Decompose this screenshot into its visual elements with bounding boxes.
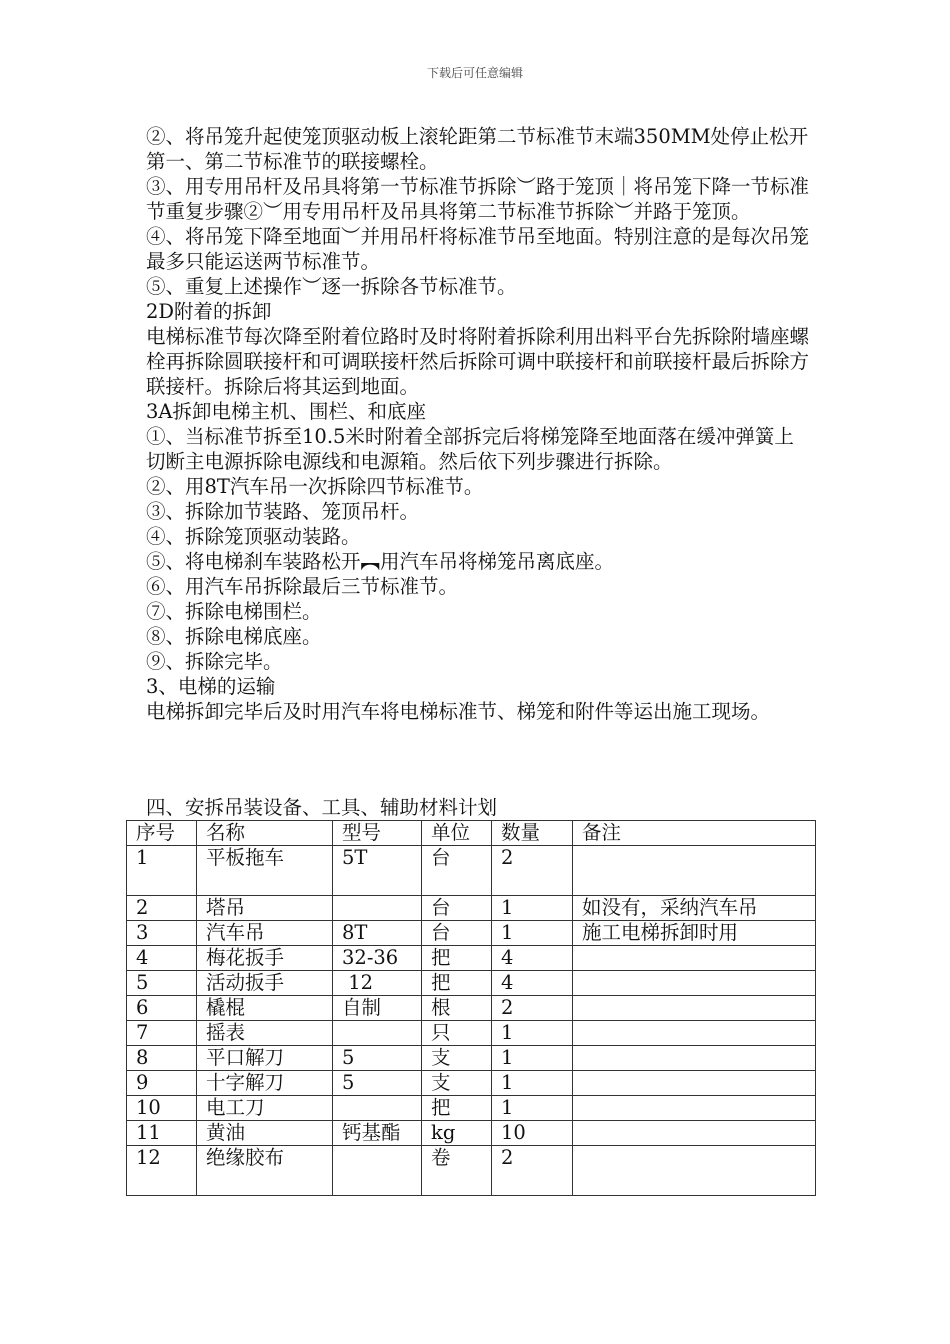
paragraph: ②、用8T汽车吊一次拆除四节标准节。	[146, 475, 484, 498]
table-cell	[333, 1096, 422, 1121]
table-row	[127, 996, 816, 1021]
table-cell	[573, 1021, 816, 1046]
body-text	[146, 124, 810, 724]
table-title: 四、安拆吊装设备、工具、辅助材料计划	[146, 796, 498, 819]
table-cell: 平口解刀	[197, 1046, 333, 1071]
table-cell: 2	[492, 996, 573, 1021]
table-cell: 9	[127, 1071, 197, 1096]
table-row	[127, 896, 816, 921]
table-cell: 平板拖车	[197, 846, 333, 896]
table-cell: 1	[492, 1021, 573, 1046]
column-header: 单位	[422, 821, 492, 846]
paragraph: ⑤、将电梯刹车装路松开︻用汽车吊将梯笼吊离底座。	[146, 550, 615, 573]
equipment-table	[126, 820, 816, 1196]
paragraph: 电梯拆卸完毕后及时用汽车将电梯标准节、梯笼和附件等运出施工现场。	[146, 700, 771, 723]
table-row	[127, 946, 816, 971]
table-cell: 5	[333, 1071, 422, 1096]
paragraph: ⑤、重复上述操作︶逐一拆除各节标准节。	[146, 275, 517, 298]
table-cell: 支	[422, 1046, 492, 1071]
table-cell: 摇表	[197, 1021, 333, 1046]
table-cell: 7	[127, 1021, 197, 1046]
paragraph: ③、拆除加节装路、笼顶吊杆。	[146, 500, 420, 523]
table-cell	[333, 1021, 422, 1046]
paragraph: ③、用专用吊杆及吊具将第一节标准节拆除︶路于笼顶｜将吊笼下降一节标准节重复步骤②︶用专用吊杆及吊具将第二节标准节拆除︶并路于笼顶。	[146, 175, 810, 223]
table-cell: 4	[127, 946, 197, 971]
table-cell	[573, 946, 816, 971]
paragraph: 电梯标准节每次降至附着位路时及时将附着拆除利用出料平台先拆除附墙座螺栓再拆除圆联接杆和可调联接杆然后拆除可调中联接杆和前联接杆最后拆除方联接杆。拆除后将其运到地面。	[146, 325, 810, 398]
paragraph: ④、将吊笼下降至地面︶并用吊杆将标准节吊至地面。特别注意的是每次吊笼最多只能运送两节标准节。	[146, 225, 810, 273]
table-cell: 电工刀	[197, 1096, 333, 1121]
column-header: 备注	[573, 821, 816, 846]
table-cell	[573, 846, 816, 896]
table-cell: 十字解刀	[197, 1071, 333, 1096]
table-cell: 卷	[422, 1146, 492, 1196]
table-cell: 1	[492, 1071, 573, 1096]
table-header-row	[127, 821, 816, 846]
table-cell: 把	[422, 946, 492, 971]
table-cell: 黄油	[197, 1121, 333, 1146]
table-cell: 5	[333, 1046, 422, 1071]
table-cell: 1	[492, 1046, 573, 1071]
column-header: 序号	[127, 821, 197, 846]
section-heading: 3A拆卸电梯主机、围栏、和底座	[146, 400, 426, 423]
table-cell	[573, 1046, 816, 1071]
table-cell: 3	[127, 921, 197, 946]
column-header: 名称	[197, 821, 333, 846]
table-cell	[573, 1096, 816, 1121]
table-cell: 自制	[333, 996, 422, 1021]
table-cell: 1	[492, 921, 573, 946]
table-cell: 1	[492, 896, 573, 921]
table-cell: 10	[492, 1121, 573, 1146]
table-cell: 2	[127, 896, 197, 921]
table-cell	[573, 1121, 816, 1146]
table-cell: 台	[422, 921, 492, 946]
table-cell: 活动扳手	[197, 971, 333, 996]
table-cell: kg	[422, 1121, 492, 1146]
table-cell	[573, 1071, 816, 1096]
paragraph: ⑨、拆除完毕。	[146, 650, 283, 673]
table-cell: 橇棍	[197, 996, 333, 1021]
table-cell: 5T	[333, 846, 422, 896]
table-cell: 把	[422, 971, 492, 996]
table-cell: 台	[422, 846, 492, 896]
paragraph: ④、拆除笼顶驱动装路。	[146, 525, 361, 548]
table-row	[127, 1096, 816, 1121]
column-header: 数量	[492, 821, 573, 846]
table-cell: 支	[422, 1071, 492, 1096]
table-row	[127, 1146, 816, 1196]
table-cell: 5	[127, 971, 197, 996]
paragraph: ⑦、拆除电梯围栏。	[146, 600, 322, 623]
table-cell: 施工电梯拆卸时用	[573, 921, 816, 946]
table-cell: 2	[492, 1146, 573, 1196]
table-cell	[333, 896, 422, 921]
table-cell: 6	[127, 996, 197, 1021]
paragraph: ⑥、用汽车吊拆除最后三节标准节。	[146, 575, 459, 598]
table-row	[127, 846, 816, 896]
table-cell: 10	[127, 1096, 197, 1121]
table-cell: 1	[492, 1096, 573, 1121]
table-cell: 钙基酯	[333, 1121, 422, 1146]
section-heading: 2D附着的拆卸	[146, 300, 272, 323]
table-row	[127, 1071, 816, 1096]
table-cell	[573, 1146, 816, 1196]
table-row	[127, 1021, 816, 1046]
table-cell: 如没有，采纳汽车吊	[573, 896, 816, 921]
table-cell	[573, 996, 816, 1021]
table-cell: 32-36	[333, 946, 422, 971]
table-cell: 梅花扳手	[197, 946, 333, 971]
table-cell: 8	[127, 1046, 197, 1071]
paragraph: ①、当标准节拆至10.5米时附着全部拆完后将梯笼降至地面落在缓冲弹簧上切断主电源拆除电源线和电源箱。然后依下列步骤进行拆除。	[146, 425, 794, 473]
table-row	[127, 971, 816, 996]
table-cell: 塔吊	[197, 896, 333, 921]
section-heading: 3、电梯的运输	[146, 675, 276, 698]
table-cell: 把	[422, 1096, 492, 1121]
paragraph: ⑧、拆除电梯底座。	[146, 625, 322, 648]
table-cell: 11	[127, 1121, 197, 1146]
table-cell: 只	[422, 1021, 492, 1046]
table-row	[127, 1046, 816, 1071]
column-header: 型号	[333, 821, 422, 846]
table-cell: 2	[492, 846, 573, 896]
table-cell	[333, 1146, 422, 1196]
table-cell: 12	[333, 971, 422, 996]
table-cell: 绝缘胶布	[197, 1146, 333, 1196]
table-cell	[573, 971, 816, 996]
table-cell: 根	[422, 996, 492, 1021]
table-row	[127, 1121, 816, 1146]
table-row	[127, 921, 816, 946]
table-cell: 12	[127, 1146, 197, 1196]
table-cell: 1	[127, 846, 197, 896]
table-cell: 台	[422, 896, 492, 921]
page-header: 下载后可任意编辑	[426, 66, 523, 80]
paragraph: ②、将吊笼升起使笼顶驱动板上滚轮距第二节标准节末端350MM处停止松开第一、第二节标准节的联接螺栓。	[146, 125, 809, 173]
table-cell: 4	[492, 946, 573, 971]
table-cell: 8T	[333, 921, 422, 946]
table-cell: 汽车吊	[197, 921, 333, 946]
table-cell: 4	[492, 971, 573, 996]
